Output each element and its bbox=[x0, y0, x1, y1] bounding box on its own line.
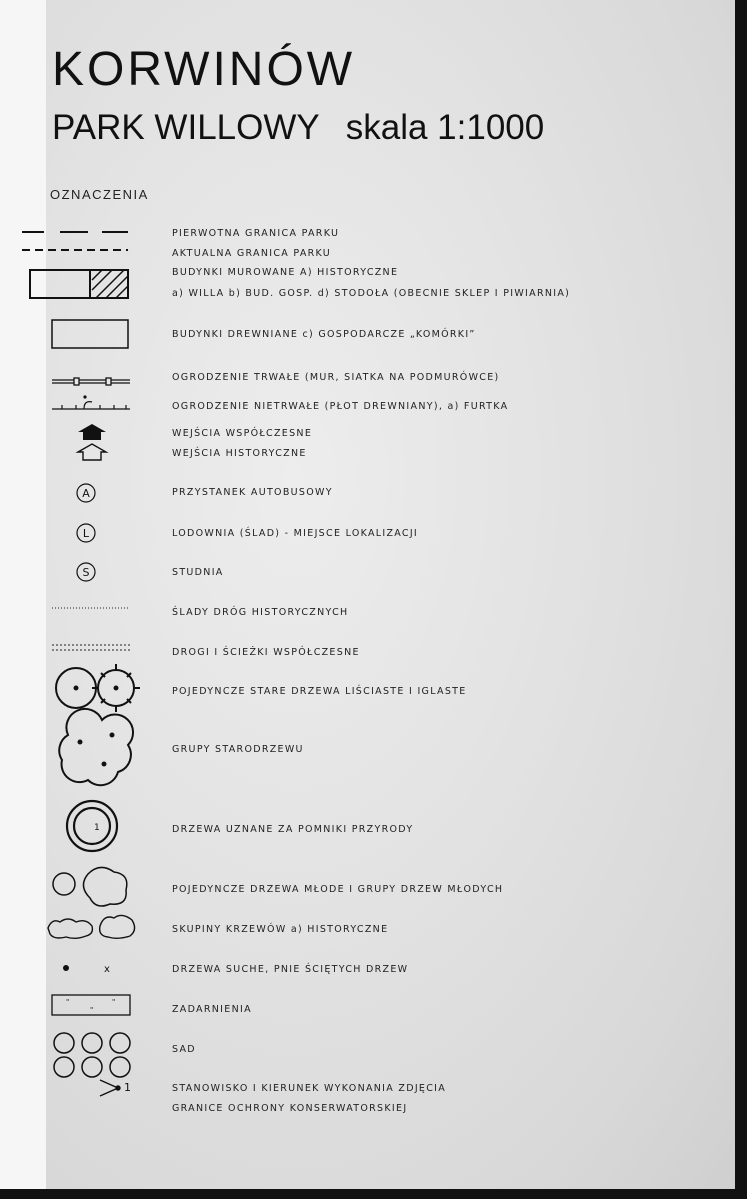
legend-item-conservation-boundary: GRANICE OCHRONY KONSERWATORSKIEJ bbox=[172, 1103, 408, 1114]
svg-text:S: S bbox=[82, 566, 90, 579]
legend-item-original-boundary: PIERWOTNA GRANICA PARKU bbox=[172, 228, 340, 239]
circle-a-icon bbox=[77, 484, 95, 502]
circle-l-icon bbox=[77, 524, 95, 542]
photo-point-icon bbox=[100, 1080, 131, 1096]
young-tree-icon bbox=[53, 867, 127, 906]
legend-item-old-tree-groups: GRUPY STARODRZEWU bbox=[172, 744, 304, 755]
svg-text:": " bbox=[66, 998, 70, 1006]
legend-item-bus-stop: PRZYSTANEK AUTOBUSOWY bbox=[172, 487, 333, 498]
legend-item-modern-paths: DROGI I ŚCIEŻKI WSPÓŁCZESNE bbox=[172, 647, 360, 658]
document-title: KORWINÓW bbox=[52, 43, 356, 96]
scan-edge-right bbox=[735, 0, 747, 1199]
turf-icon bbox=[52, 995, 130, 1015]
monument-tree-icon bbox=[67, 801, 117, 851]
orchard-icon bbox=[54, 1033, 130, 1077]
legend-item-historic-roads: ŚLADY DRÓG HISTORYCZNYCH bbox=[172, 607, 349, 618]
wooden-building-icon bbox=[52, 320, 128, 348]
legend-item-building-types: a) WILLA b) BUD. GOSP. d) STODOŁA (OBECNIE SKLEP I PIWIARNIA) bbox=[172, 288, 571, 299]
legend-item-orchard: SAD bbox=[172, 1044, 196, 1055]
masonry-building-icon bbox=[30, 270, 128, 298]
modern-path-icon bbox=[52, 645, 130, 650]
tree-group-icon bbox=[59, 709, 133, 785]
legend-item-ice-house: LODOWNIA (ŚLAD) - MIEJSCE LOKALIZACJI bbox=[172, 528, 419, 539]
map-scale: skala 1:1000 bbox=[345, 108, 545, 147]
svg-text:": " bbox=[112, 998, 116, 1006]
legend-item-natural-monuments: DRZEWA UZNANE ZA POMNIKI PRZYRODY bbox=[172, 824, 414, 835]
svg-text:": " bbox=[90, 1006, 94, 1014]
circle-s-icon bbox=[77, 563, 95, 581]
legend-item-old-trees: POJEDYNCZE STARE DRZEWA LIŚCIASTE I IGLASTE bbox=[172, 686, 467, 697]
legend-item-wooden-buildings: BUDYNKI DREWNIANE c) GOSPODARCZE „KOMÓRKI” bbox=[172, 329, 476, 340]
legend-heading: OZNACZENIA bbox=[50, 187, 149, 202]
svg-text:x: x bbox=[104, 964, 110, 975]
legend-item-shrubs: SKUPINY KRZEWÓW a) HISTORYCZNE bbox=[172, 924, 389, 935]
temporary-fence-icon bbox=[52, 396, 130, 409]
dead-tree-icon bbox=[63, 964, 110, 975]
svg-text:1: 1 bbox=[94, 823, 100, 833]
legend-item-young-trees: POJEDYNCZE DRZEWA MŁODE I GRUPY DRZEW MŁODYCH bbox=[172, 884, 504, 895]
legend-item-masonry-buildings: BUDYNKI MUROWANE A) HISTORYCZNE bbox=[172, 267, 399, 278]
old-tree-icon bbox=[56, 664, 140, 712]
svg-text:L: L bbox=[82, 527, 90, 540]
legend-item-permanent-fence: OGRODZENIE TRWAŁE (MUR, SIATKA NA PODMURÓWCE) bbox=[172, 372, 500, 383]
legend-item-well: STUDNIA bbox=[172, 567, 224, 578]
shrub-icon bbox=[48, 915, 135, 938]
arrow-outline-icon bbox=[78, 444, 106, 460]
arrow-filled-icon bbox=[78, 424, 106, 440]
legend-item-modern-entrances: WEJŚCIA WSPÓŁCZESNE bbox=[172, 428, 313, 439]
legend-item-current-boundary: AKTUALNA GRANICA PARKU bbox=[172, 248, 332, 259]
legend-item-turf: ZADARNIENIA bbox=[172, 1004, 252, 1015]
svg-text:A: A bbox=[82, 487, 90, 500]
scan-edge-bottom bbox=[0, 1189, 747, 1199]
legend-item-historic-entrances: WEJŚCIA HISTORYCZNE bbox=[172, 448, 307, 459]
legend-item-dead-trees: DRZEWA SUCHE, PNIE ŚCIĘTYCH DRZEW bbox=[172, 964, 409, 975]
legend-item-photo-point: STANOWISKO I KIERUNEK WYKONANIA ZDJĘCIA bbox=[172, 1083, 447, 1094]
legend-item-temporary-fence: OGRODZENIE NIETRWAŁE (PŁOT DREWNIANY), a) FURTKA bbox=[172, 401, 509, 412]
svg-text:1: 1 bbox=[124, 1081, 131, 1094]
park-name: PARK WILLOWY bbox=[52, 108, 320, 147]
permanent-fence-icon bbox=[52, 378, 130, 385]
